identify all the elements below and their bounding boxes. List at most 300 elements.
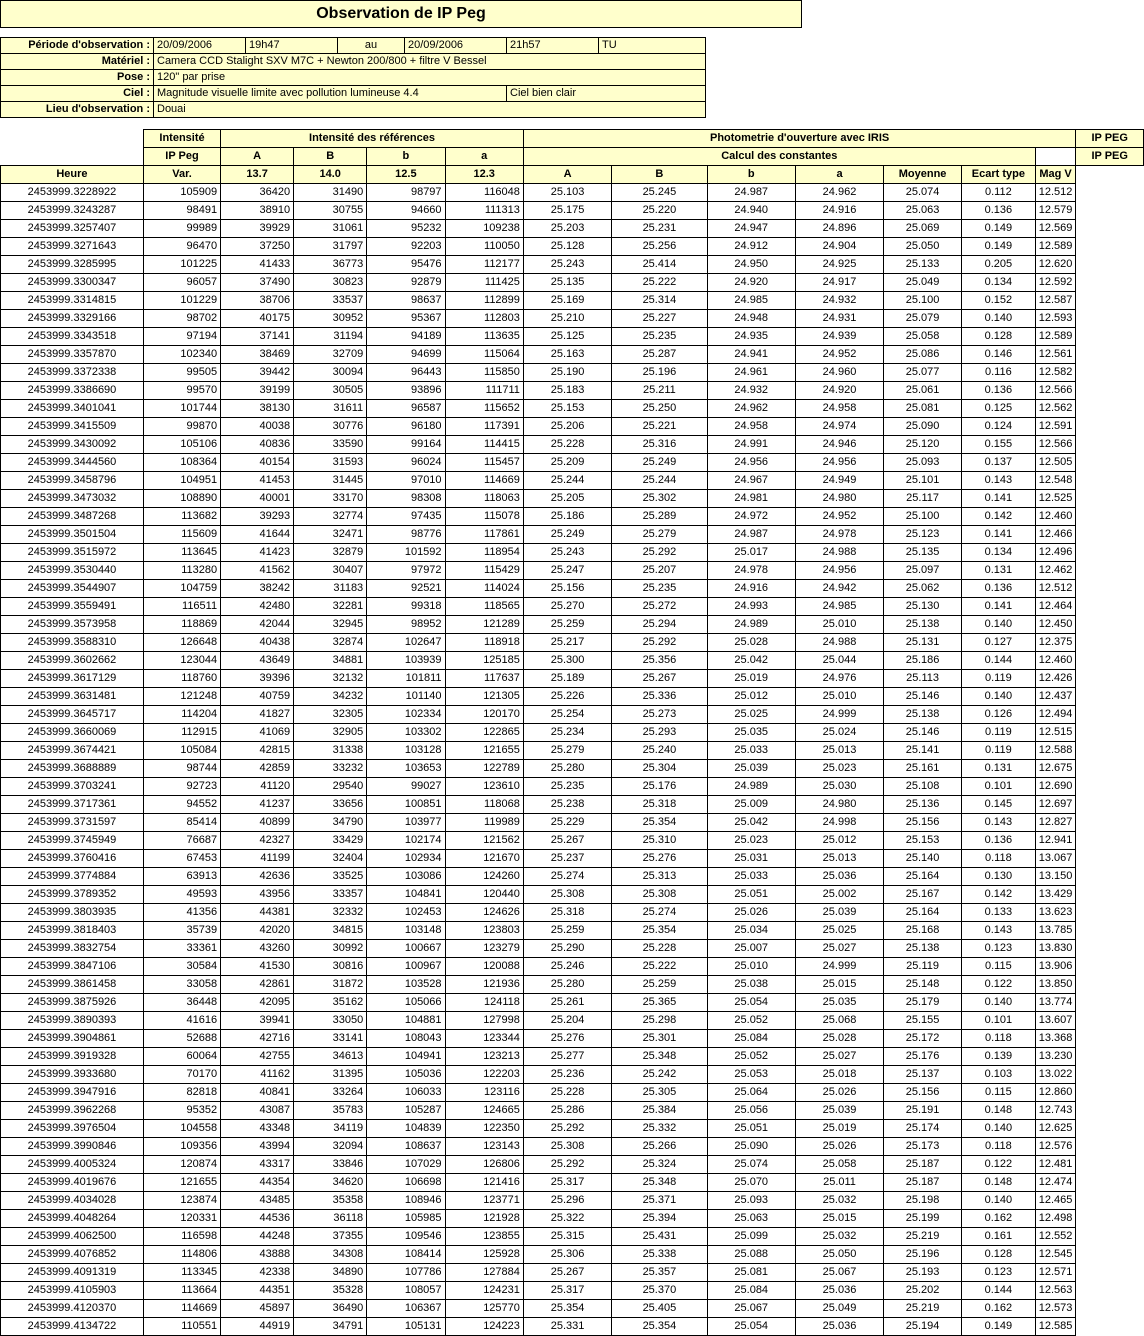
cell-const-A: 25.210	[523, 310, 611, 328]
cell-moyenne: 25.062	[884, 580, 962, 598]
cell-const-a: 25.023	[795, 760, 883, 778]
meta-row-pose	[1, 70, 1144, 86]
title-gap	[1, 28, 1144, 38]
cell-mag-v: 12.579	[1035, 202, 1076, 220]
cell-const-B: 25.305	[612, 1084, 707, 1102]
cell-var: 113645	[143, 544, 220, 562]
col-header-A: A	[523, 166, 611, 184]
cell-ref123: 126806	[445, 1156, 523, 1174]
cell-ecart-type: 0.140	[962, 616, 1036, 634]
cell-ref123: 115429	[445, 562, 523, 580]
cell-ref137: 43317	[221, 1156, 294, 1174]
cell-ref137: 41237	[221, 796, 294, 814]
cell-ref140: 30952	[294, 310, 367, 328]
cell-const-b: 25.035	[707, 724, 795, 742]
cell-const-B: 25.313	[612, 868, 707, 886]
cell-ref125: 107029	[367, 1156, 445, 1174]
cell-mag-v: 13.830	[1035, 940, 1076, 958]
cell-ref140: 33537	[294, 292, 367, 310]
cell-ref125: 109546	[367, 1228, 445, 1246]
cell-ref140: 34613	[294, 1048, 367, 1066]
cell-ref123: 120440	[445, 886, 523, 904]
cell-ref137: 40759	[221, 688, 294, 706]
cell-ref123: 125185	[445, 652, 523, 670]
cell-ref123: 124118	[445, 994, 523, 1012]
cell-moyenne: 25.069	[884, 220, 962, 238]
cell-const-a: 24.985	[795, 598, 883, 616]
cell-const-A: 25.331	[523, 1318, 611, 1336]
cell-heure: 2453999.3976504	[1, 1120, 144, 1138]
cell-var: 113280	[143, 562, 220, 580]
cell-const-A: 25.238	[523, 796, 611, 814]
cell-heure: 2453999.3243287	[1, 202, 144, 220]
cell-ecart-type: 0.115	[962, 1084, 1036, 1102]
cell-mag-v: 12.496	[1035, 544, 1076, 562]
cell-const-a: 25.039	[795, 1102, 883, 1120]
cell-ref137: 38910	[221, 202, 294, 220]
cell-const-a: 25.032	[795, 1228, 883, 1246]
cell-const-B: 25.220	[612, 202, 707, 220]
cell-const-B: 25.370	[612, 1282, 707, 1300]
cell-const-A: 25.156	[523, 580, 611, 598]
table-row	[1, 922, 1144, 940]
cell-ref125: 105985	[367, 1210, 445, 1228]
cell-ecart-type: 0.118	[962, 850, 1036, 868]
cell-const-b: 24.956	[707, 454, 795, 472]
cell-ecart-type: 0.142	[962, 886, 1036, 904]
cell-ref123: 123213	[445, 1048, 523, 1066]
table-row	[1, 1102, 1144, 1120]
cell-const-b: 25.038	[707, 976, 795, 994]
cell-ref125: 98797	[367, 184, 445, 202]
cell-moyenne: 25.079	[884, 310, 962, 328]
cell-ecart-type: 0.140	[962, 310, 1036, 328]
cell-ref123: 117391	[445, 418, 523, 436]
cell-const-a: 25.026	[795, 1084, 883, 1102]
cell-const-A: 25.243	[523, 256, 611, 274]
cell-ref123: 118918	[445, 634, 523, 652]
cell-heure: 2453999.3717361	[1, 796, 144, 814]
cell-ref125: 96443	[367, 364, 445, 382]
cell-moyenne: 25.202	[884, 1282, 962, 1300]
cell-ref123: 127998	[445, 1012, 523, 1030]
table-row	[1, 598, 1144, 616]
cell-const-B: 25.354	[612, 1318, 707, 1336]
cell-ecart-type: 0.143	[962, 472, 1036, 490]
cell-ecart-type: 0.162	[962, 1210, 1036, 1228]
cell-const-b: 25.051	[707, 1120, 795, 1138]
cell-ref140: 30505	[294, 382, 367, 400]
meta-value-materiel: Camera CCD Stalight SXV M7C + Newton 200/800 + filtre V Bessel	[154, 54, 706, 70]
cell-ref123: 117637	[445, 670, 523, 688]
cell-moyenne: 25.086	[884, 346, 962, 364]
cell-ref123: 117861	[445, 526, 523, 544]
cell-const-A: 25.237	[523, 850, 611, 868]
cell-ref137: 38130	[221, 400, 294, 418]
cell-moyenne: 25.093	[884, 454, 962, 472]
cell-ecart-type: 0.137	[962, 454, 1036, 472]
cell-ecart-type: 0.143	[962, 922, 1036, 940]
cell-heure: 2453999.4120370	[1, 1300, 144, 1318]
cell-const-B: 25.394	[612, 1210, 707, 1228]
table-row	[1, 868, 1144, 886]
cell-moyenne: 25.167	[884, 886, 962, 904]
table-row	[1, 706, 1144, 724]
table-row	[1, 1084, 1144, 1102]
cell-ecart-type: 0.128	[962, 328, 1036, 346]
cell-const-B: 25.289	[612, 508, 707, 526]
cell-const-a: 25.010	[795, 616, 883, 634]
cell-ref137: 42044	[221, 616, 294, 634]
cell-const-A: 25.247	[523, 562, 611, 580]
cell-const-b: 25.054	[707, 994, 795, 1012]
cell-heure: 2453999.3933680	[1, 1066, 144, 1084]
cell-mag-v: 13.774	[1035, 994, 1076, 1012]
cell-moyenne: 25.074	[884, 184, 962, 202]
col-header-140: 14.0	[294, 166, 367, 184]
cell-mag-v: 12.474	[1035, 1174, 1076, 1192]
cell-ref125: 104941	[367, 1048, 445, 1066]
cell-ecart-type: 0.148	[962, 1174, 1036, 1192]
table-row	[1, 562, 1144, 580]
cell-ecart-type: 0.155	[962, 436, 1036, 454]
table-row	[1, 310, 1144, 328]
cell-const-A: 25.315	[523, 1228, 611, 1246]
cell-const-b: 25.093	[707, 1192, 795, 1210]
cell-const-a: 24.988	[795, 634, 883, 652]
cell-heure: 2453999.3530440	[1, 562, 144, 580]
cell-moyenne: 25.146	[884, 724, 962, 742]
cell-var: 108364	[143, 454, 220, 472]
cell-heure: 2453999.3774884	[1, 868, 144, 886]
cell-ref123: 121562	[445, 832, 523, 850]
meta-label-pose: Pose :	[1, 70, 154, 86]
cell-const-A: 25.228	[523, 436, 611, 454]
cell-var: 126648	[143, 634, 220, 652]
cell-const-A: 25.308	[523, 886, 611, 904]
cell-const-a: 25.002	[795, 886, 883, 904]
cell-ref140: 31338	[294, 742, 367, 760]
cell-mag-v: 13.022	[1035, 1066, 1076, 1084]
cell-ref140: 34232	[294, 688, 367, 706]
cell-var: 98491	[143, 202, 220, 220]
cell-mag-v: 13.150	[1035, 868, 1076, 886]
sub-header-row	[1, 148, 1144, 166]
cell-ref125: 95232	[367, 220, 445, 238]
cell-const-B: 25.266	[612, 1138, 707, 1156]
cell-const-b: 25.042	[707, 652, 795, 670]
cell-moyenne: 25.193	[884, 1264, 962, 1282]
cell-const-A: 25.261	[523, 994, 611, 1012]
cell-const-b: 24.961	[707, 364, 795, 382]
cell-ref137: 43485	[221, 1192, 294, 1210]
cell-ref140: 33170	[294, 490, 367, 508]
cell-ref125: 101592	[367, 544, 445, 562]
cell-moyenne: 25.140	[884, 850, 962, 868]
cell-ref140: 30816	[294, 958, 367, 976]
cell-const-B: 25.292	[612, 634, 707, 652]
cell-ref125: 97010	[367, 472, 445, 490]
table-row	[1, 580, 1144, 598]
cell-const-A: 25.277	[523, 1048, 611, 1066]
cell-const-a: 25.010	[795, 688, 883, 706]
cell-const-b: 24.947	[707, 220, 795, 238]
cell-ref123: 112899	[445, 292, 523, 310]
cell-heure: 2453999.3314815	[1, 292, 144, 310]
cell-ref123: 123610	[445, 778, 523, 796]
table-row	[1, 274, 1144, 292]
cell-ecart-type: 0.143	[962, 814, 1036, 832]
cell-const-b: 25.031	[707, 850, 795, 868]
cell-ref125: 100967	[367, 958, 445, 976]
cell-const-B: 25.308	[612, 886, 707, 904]
cell-ref125: 101811	[367, 670, 445, 688]
cell-const-B: 25.405	[612, 1300, 707, 1318]
cell-ref125: 103977	[367, 814, 445, 832]
table-row	[1, 544, 1144, 562]
cell-ref140: 34890	[294, 1264, 367, 1282]
cell-ref123: 120088	[445, 958, 523, 976]
cell-const-b: 24.991	[707, 436, 795, 454]
cell-ref140: 31797	[294, 238, 367, 256]
cell-mag-v: 13.230	[1035, 1048, 1076, 1066]
cell-const-a: 24.974	[795, 418, 883, 436]
cell-ref140: 32132	[294, 670, 367, 688]
cell-ecart-type: 0.139	[962, 1048, 1036, 1066]
cell-mag-v: 12.563	[1035, 1282, 1076, 1300]
meta-value-ciel-extra: Ciel bien clair	[507, 86, 706, 102]
cell-ref125: 102453	[367, 904, 445, 922]
cell-moyenne: 25.058	[884, 328, 962, 346]
cell-ref125: 103939	[367, 652, 445, 670]
cell-ecart-type: 0.124	[962, 418, 1036, 436]
cell-mag-v: 12.743	[1035, 1102, 1076, 1120]
cell-ecart-type: 0.122	[962, 976, 1036, 994]
cell-const-B: 25.431	[612, 1228, 707, 1246]
cell-ref123: 115652	[445, 400, 523, 418]
meta-row-pose-pad	[706, 70, 1144, 86]
table-row	[1, 1048, 1144, 1066]
cell-ref140: 32874	[294, 634, 367, 652]
table-row	[1, 184, 1144, 202]
cell-heure: 2453999.3602662	[1, 652, 144, 670]
cell-moyenne: 25.097	[884, 562, 962, 580]
cell-const-b: 25.053	[707, 1066, 795, 1084]
cell-ecart-type: 0.140	[962, 994, 1036, 1012]
cell-const-a: 24.939	[795, 328, 883, 346]
cell-var: 99505	[143, 364, 220, 382]
cell-ecart-type: 0.127	[962, 634, 1036, 652]
cell-const-b: 24.978	[707, 562, 795, 580]
cell-ref123: 112177	[445, 256, 523, 274]
table-row	[1, 850, 1144, 868]
cell-const-A: 25.204	[523, 1012, 611, 1030]
cell-moyenne: 25.148	[884, 976, 962, 994]
cell-moyenne: 25.186	[884, 652, 962, 670]
cell-mag-v: 12.464	[1035, 598, 1076, 616]
cell-const-A: 25.267	[523, 1264, 611, 1282]
cell-var: 123874	[143, 1192, 220, 1210]
table-row	[1, 616, 1144, 634]
cell-moyenne: 25.050	[884, 238, 962, 256]
cell-ecart-type: 0.149	[962, 238, 1036, 256]
cell-mag-v: 12.697	[1035, 796, 1076, 814]
cell-mag-v: 12.569	[1035, 220, 1076, 238]
meta-value-date-start: 20/09/2006	[154, 38, 246, 54]
cell-ref125: 103528	[367, 976, 445, 994]
cell-moyenne: 25.176	[884, 1048, 962, 1066]
table-row	[1, 688, 1144, 706]
cell-const-B: 25.302	[612, 490, 707, 508]
cell-ref140: 32945	[294, 616, 367, 634]
cell-ecart-type: 0.126	[962, 706, 1036, 724]
cell-const-a: 25.019	[795, 1120, 883, 1138]
cell-ref125: 103653	[367, 760, 445, 778]
cell-ref125: 92521	[367, 580, 445, 598]
cell-var: 101744	[143, 400, 220, 418]
cell-ecart-type: 0.130	[962, 868, 1036, 886]
cell-const-a: 25.036	[795, 868, 883, 886]
cell-const-a: 25.058	[795, 1156, 883, 1174]
col-header-ecart-type: Ecart type	[962, 166, 1036, 184]
cell-ref137: 43956	[221, 886, 294, 904]
table-row	[1, 1210, 1144, 1228]
cell-const-B: 25.221	[612, 418, 707, 436]
cell-mag-v: 12.675	[1035, 760, 1076, 778]
cell-mag-v: 12.462	[1035, 562, 1076, 580]
cell-var: 35739	[143, 922, 220, 940]
cell-const-b: 25.028	[707, 634, 795, 652]
col-header-125: 12.5	[367, 166, 445, 184]
cell-ref125: 104839	[367, 1120, 445, 1138]
cell-const-a: 24.999	[795, 706, 883, 724]
cell-const-B: 25.250	[612, 400, 707, 418]
cell-moyenne: 25.187	[884, 1174, 962, 1192]
cell-ref137: 38469	[221, 346, 294, 364]
cell-var: 112915	[143, 724, 220, 742]
cell-ecart-type: 0.122	[962, 1156, 1036, 1174]
cell-moyenne: 25.198	[884, 1192, 962, 1210]
cell-mag-v: 12.576	[1035, 1138, 1076, 1156]
cell-heure: 2453999.3487268	[1, 508, 144, 526]
cell-var: 110551	[143, 1318, 220, 1336]
cell-moyenne: 25.168	[884, 922, 962, 940]
cell-var: 99989	[143, 220, 220, 238]
cell-ref137: 41644	[221, 526, 294, 544]
col-header-137: 13.7	[221, 166, 294, 184]
cell-ref123: 118954	[445, 544, 523, 562]
cell-moyenne: 25.194	[884, 1318, 962, 1336]
cell-ref140: 33264	[294, 1084, 367, 1102]
cell-const-b: 25.012	[707, 688, 795, 706]
cell-const-b: 24.972	[707, 508, 795, 526]
cell-ecart-type: 0.161	[962, 1228, 1036, 1246]
cell-const-A: 25.292	[523, 1156, 611, 1174]
cell-const-B: 25.384	[612, 1102, 707, 1120]
cell-moyenne: 25.090	[884, 418, 962, 436]
meta-value-ciel: Magnitude visuelle limite avec pollution lumineuse 4.4	[154, 86, 507, 102]
cell-mag-v: 12.460	[1035, 508, 1076, 526]
table-row	[1, 886, 1144, 904]
cell-ref140: 33232	[294, 760, 367, 778]
cell-const-a: 25.027	[795, 1048, 883, 1066]
cell-mag-v: 12.620	[1035, 256, 1076, 274]
cell-const-B: 25.318	[612, 796, 707, 814]
cell-const-b: 24.989	[707, 616, 795, 634]
cell-const-a: 24.931	[795, 310, 883, 328]
cell-const-b: 25.074	[707, 1156, 795, 1174]
cell-ref140: 36490	[294, 1300, 367, 1318]
cell-ecart-type: 0.144	[962, 1282, 1036, 1300]
sub-header-ippeg-right: IP PEG	[1076, 148, 1144, 166]
cell-const-a: 25.050	[795, 1246, 883, 1264]
cell-heure: 2453999.4019676	[1, 1174, 144, 1192]
cell-ref123: 111425	[445, 274, 523, 292]
cell-const-b: 25.010	[707, 958, 795, 976]
meta-value-pose: 120" par prise	[154, 70, 706, 86]
cell-const-A: 25.267	[523, 832, 611, 850]
cell-ecart-type: 0.146	[962, 346, 1036, 364]
cell-ref125: 92203	[367, 238, 445, 256]
cell-ref123: 121928	[445, 1210, 523, 1228]
cell-ref140: 32709	[294, 346, 367, 364]
cell-moyenne: 25.108	[884, 778, 962, 796]
cell-ref140: 35328	[294, 1282, 367, 1300]
cell-const-B: 25.298	[612, 1012, 707, 1030]
cell-const-a: 24.904	[795, 238, 883, 256]
cell-const-a: 25.011	[795, 1174, 883, 1192]
cell-ref125: 99318	[367, 598, 445, 616]
cell-const-B: 25.259	[612, 976, 707, 994]
cell-mag-v: 12.625	[1035, 1120, 1076, 1138]
cell-ref137: 39396	[221, 670, 294, 688]
cell-mag-v: 12.566	[1035, 382, 1076, 400]
cell-ref140: 35162	[294, 994, 367, 1012]
sub-header-pad	[1035, 148, 1076, 166]
cell-ref140: 30776	[294, 418, 367, 436]
cell-moyenne: 25.119	[884, 958, 962, 976]
cell-const-b: 25.007	[707, 940, 795, 958]
cell-const-A: 25.322	[523, 1210, 611, 1228]
cell-ecart-type: 0.115	[962, 958, 1036, 976]
cell-ecart-type: 0.118	[962, 1138, 1036, 1156]
cell-heure: 2453999.3444560	[1, 454, 144, 472]
cell-heure: 2453999.3573958	[1, 616, 144, 634]
cell-ref123: 121305	[445, 688, 523, 706]
cell-const-A: 25.296	[523, 1192, 611, 1210]
cell-const-A: 25.317	[523, 1174, 611, 1192]
cell-const-a: 24.978	[795, 526, 883, 544]
cell-ref137: 39929	[221, 220, 294, 238]
table-row	[1, 778, 1144, 796]
cell-heure: 2453999.4134722	[1, 1318, 144, 1336]
cell-const-B: 25.211	[612, 382, 707, 400]
cell-const-A: 25.229	[523, 814, 611, 832]
data-rows	[1, 184, 1144, 1336]
cell-const-b: 24.941	[707, 346, 795, 364]
cell-ref140: 33050	[294, 1012, 367, 1030]
cell-ref137: 44381	[221, 904, 294, 922]
cell-ecart-type: 0.142	[962, 508, 1036, 526]
cell-ref140: 29540	[294, 778, 367, 796]
cell-const-a: 24.917	[795, 274, 883, 292]
cell-ref140: 31611	[294, 400, 367, 418]
cell-var: 104951	[143, 472, 220, 490]
cell-ecart-type: 0.205	[962, 256, 1036, 274]
cell-const-A: 25.205	[523, 490, 611, 508]
cell-ref123: 123344	[445, 1030, 523, 1048]
cell-ref140: 30407	[294, 562, 367, 580]
